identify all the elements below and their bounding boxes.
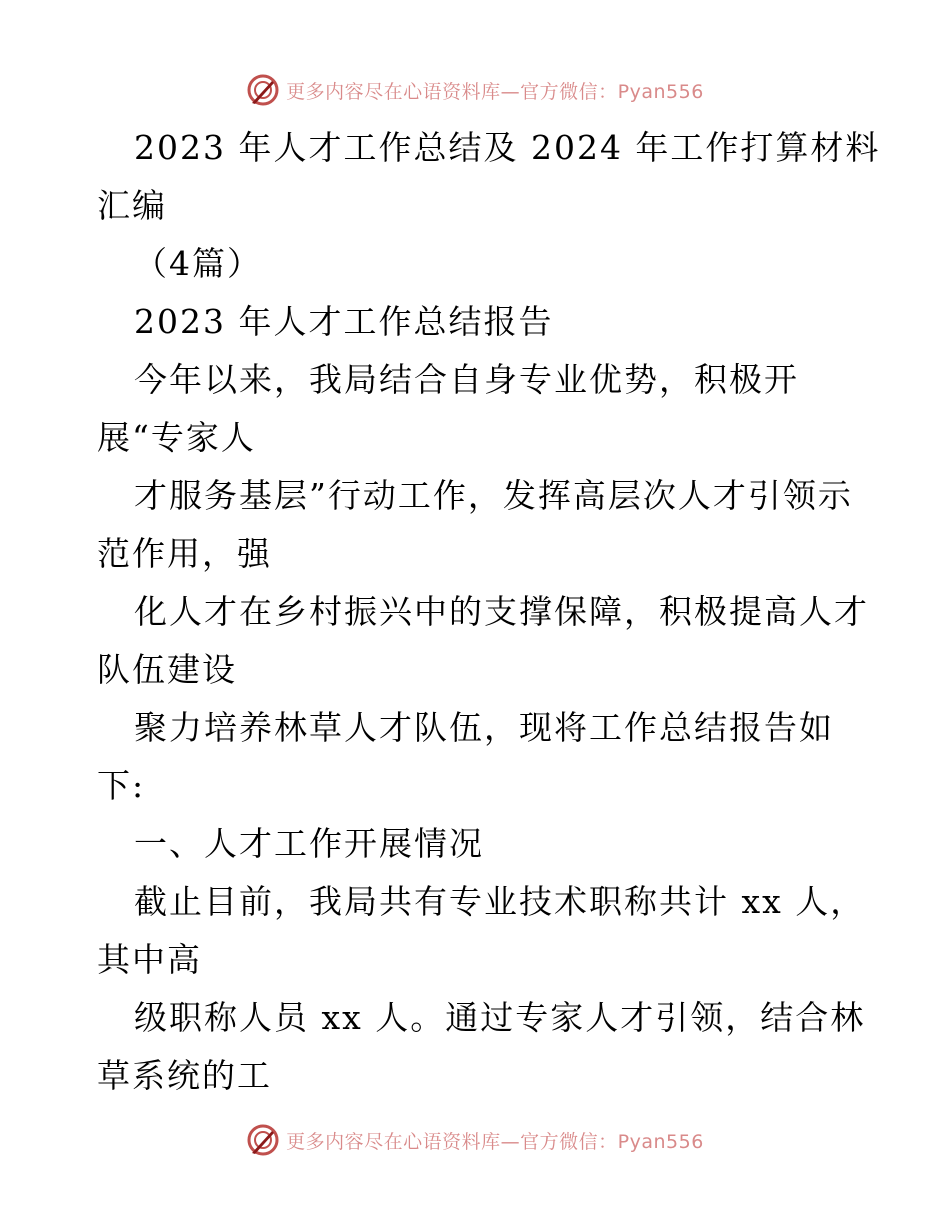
paragraph-line: 队伍建设 bbox=[97, 650, 237, 689]
watermark-text: 更多内容尽在心语资料库—官方微信：Pyan556 bbox=[286, 1130, 704, 1153]
doc-title-line-1: 2023 年人才工作总结及 2024 年工作打算材料 bbox=[134, 128, 881, 167]
quill-logo-icon bbox=[246, 73, 280, 107]
watermark-text: 更多内容尽在心语资料库—官方微信：Pyan556 bbox=[286, 80, 704, 103]
paragraph-line: 范作用，强 bbox=[97, 534, 272, 573]
paragraph-line: 下: bbox=[97, 766, 146, 805]
section-title: 2023 年人才工作总结报告 bbox=[134, 302, 554, 341]
paragraph-line: 化人才在乡村振兴中的支撑保障，积极提高人才 bbox=[134, 592, 869, 631]
doc-subtitle-count: （4篇） bbox=[134, 244, 262, 283]
paragraph-line: 今年以来，我局结合自身专业优势，积极开 bbox=[134, 360, 799, 399]
paragraph-line: 级职称人员 xx 人。通过专家人才引领，结合林 bbox=[134, 998, 866, 1037]
header-watermark bbox=[0, 70, 950, 110]
paragraph-line: 才服务基层”行动工作，发挥高层次人才引领示 bbox=[134, 476, 853, 515]
paragraph-line: 草系统的工 bbox=[97, 1056, 272, 1095]
heading-line: 一、人才工作开展情况 bbox=[134, 824, 484, 863]
paragraph-line: 截止目前，我局共有专业技术职称共计 xx 人， bbox=[134, 882, 866, 921]
quill-logo-icon bbox=[246, 1123, 280, 1157]
paragraph-line: 聚力培养林草人才队伍，现将工作总结报告如 bbox=[134, 708, 834, 747]
footer-watermark bbox=[0, 1120, 950, 1160]
paragraph-line: 其中高 bbox=[97, 940, 202, 979]
doc-title-line-2: 汇编 bbox=[97, 186, 167, 225]
paragraph-line: 展“专家人 bbox=[97, 418, 256, 457]
